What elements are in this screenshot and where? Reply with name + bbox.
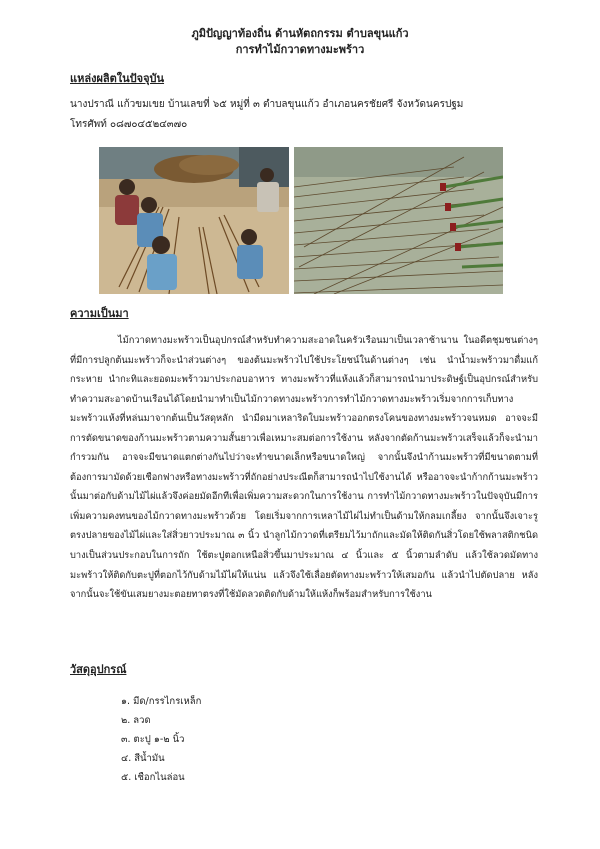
material-item: ๕. เชือกไนล่อน [121,772,185,783]
material-item: ๑. มีด/กรรไกรเหล็ก [121,696,202,707]
source-phone: โทรศัพท์ ๐๘๗๐๔๕๒๔๓๗๐ [70,119,188,130]
history-text: ไม้กวาดทางมะพร้าวเป็นอุปกรณ์สำหรับทำความสะอาดในครัวเรือนมาเป็นเวลาช้านาน ในอดีตชุมชนต่างๆ ที่มีการปลูกต้นมะพร้าวก็จะนำส่วนต่างๆ ของต้นมะพร้าวไปใช้ประโยชน์ในด้านต่างๆ เช่น นำน้ำมะพร้าวมาดื่มแก้กระหาย นำกะทิและยอดมะพร้าวมาประกอบอาหาร ทางมะพร้าวที่แห้งแล้วก็สามารถนำมาประดิษฐ์เป็นอุปกรณ์สำหรับทำความสะอาดบ้านเรือนได้โดยนำมาทำเป็นไม้กวาดทางมะพร้าวการทำไม้กวาดทางมะพร้าวเริ่มจากการเก็บทางมะพร้าวแห้งที่หล่นมาจากต้นเป็นวัสดุหลัก นำมีดมาเหลาริดใบมะพร้าวออกตรงโคนของทางมะพร้าวจนหมด อาจจะมีการตัดขนาดของก้านมะพร้าวตามความสั้นยาวเพื่อเหมาะสมต่อการใช้งาน หลังจากตัดก้านมะพร้าวเสร็จแล้วก็จะนำมากำรวมกัน อาจจะมีขนาดแตกต่างกันไปว่าจะทำขนาดเล็กหรือขนาดใหญ่ จากนั้นจึงนำก้านมะพร้าวที่มีขนาดตามที่ต้องการมามัดด้วยเชือกฟางหรือทางมะพร้าวที่ถักอย่างประณีตก็สามารถนำไปใช้งานได้ หรืออาจจะนำก้ากก้านมะพร้าวนั้นมาต่อกับด้ามไม้ไผ่แล้วจึงค่อยมัดอีกทีเพื่อเพิ่มความสะดวกในการใช้งาน การทำไม้กวาดทางมะพร้าวในปัจจุบันมีการเพิ่มความคงทนของไม้กวาดทางมะพร้าวด้วย โดยเริ่มจากการเหลาไม้ไผ่ไม่ทำเป็นด้ามให้กลมเกลี้ยง จากนั้นจึงเจาะรูตรงปลายของไม้ไผ่และใส่สิ่วยาวประมาณ ๓ นิ้ว นำลูกไม้กวาดที่เตรียมไว้มาถักและมัดให้ติดกันสิ่วโดยใช้พลาสติกชนิดบางเป็นส่วนประกอบในการถัก ใช้ตะปูตอกเหนือสิ่วขึ้นมาประมาณ ๔ นิ้วและ ๕ นิ้วตามลำดับ แล้วใช้ลวดมัดทางมะพร้าวให้ติดกับตะปูที่ตอกไว้กับด้ามไม้ไผ่ให้แน่น แล้วจึงใช้เลื่อยตัดทางมะพร้าวให้เสมอกัน แล้วนำไปตัดปลาย หลังจากนั้นจะใช้ขันเสมยางมะตอยทาตรงที่ใช้มัดลวดติดกับด้ามให้แห้งก็พร้อมสำหรับการใช้งาน [70,335,538,601]
material-item: ๔. สีน้ำมัน [121,753,165,764]
source-address: นางปราณี แก้วขมเขย บ้านเลขที่ ๖๕ หมู่ที่ ๓ ตำบลขุนแก้ว อำเภอนครชัยศรี จังหวัดนครปฐม [70,99,464,110]
history-paragraph [70,331,538,605]
page-title: ภูมิปัญญาท้องถิ่น ด้านหัตถกรรม ตำบลขุนแก้ว [191,27,409,40]
history-heading: ความเป็นมา [70,307,129,320]
photo-broom-making [99,147,289,294]
materials-heading: วัสดุอุปกรณ์ [70,663,127,676]
page-subtitle: การทำไม้กวาดทางมะพร้าว [235,43,365,56]
source-heading: แหล่งผลิตในปัจจุบัน [70,72,165,85]
material-item: ๓. ตะปู ๑-๒ นิ้ว [121,734,185,745]
material-item: ๒. ลวด [121,715,151,726]
photo-finished-brooms [294,147,503,294]
